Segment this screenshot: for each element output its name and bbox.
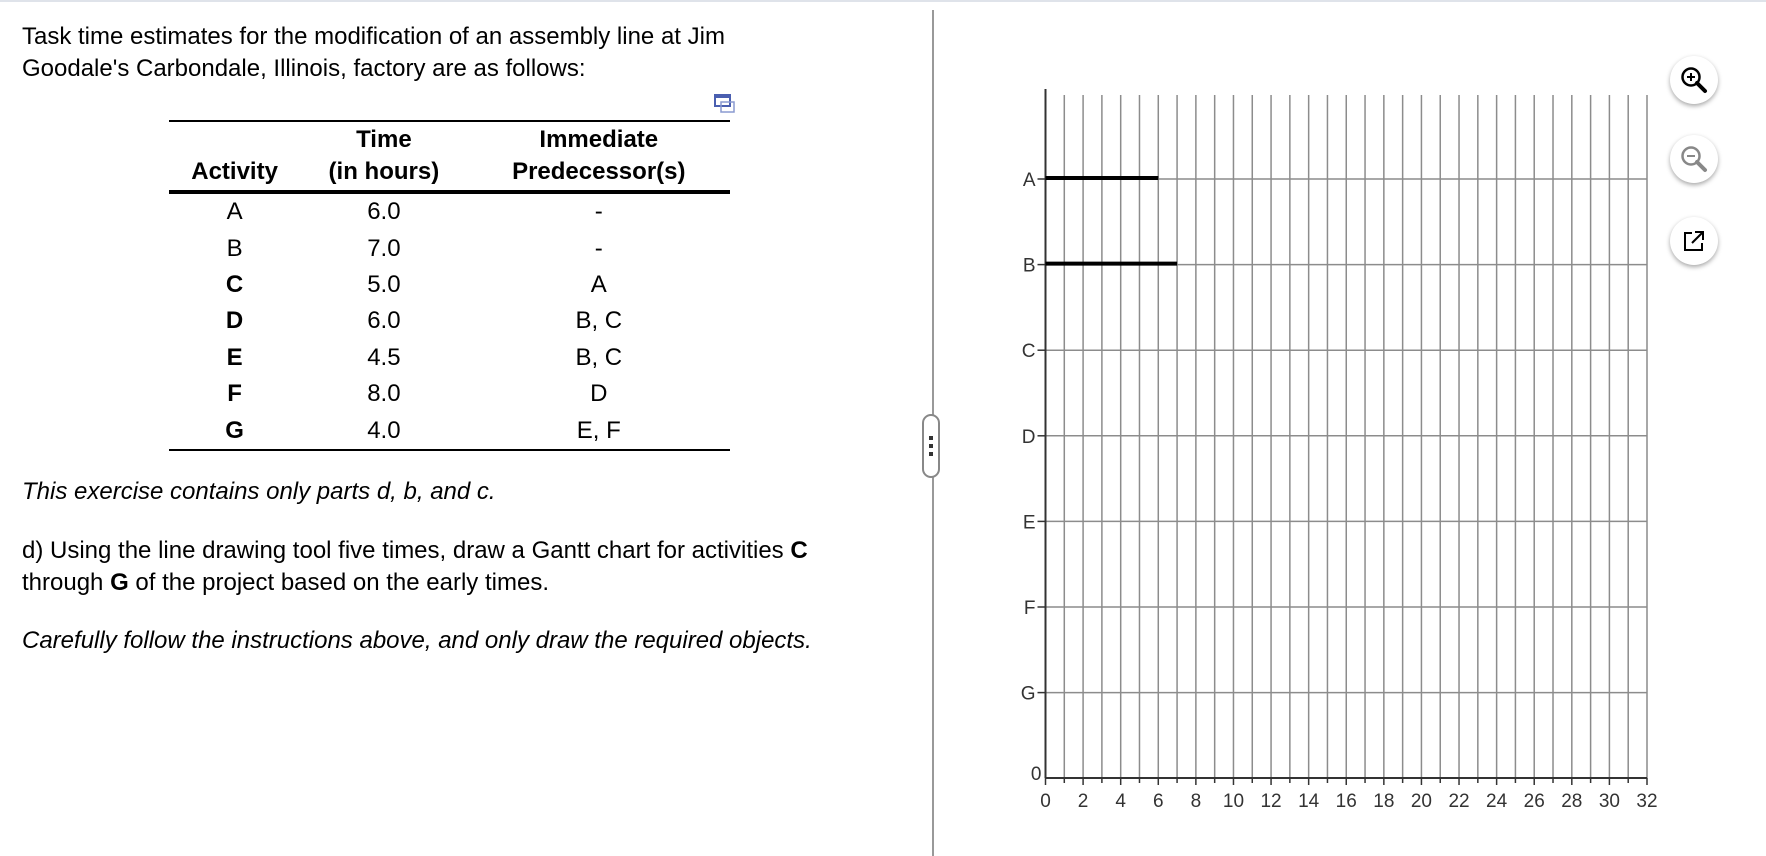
activity-cell: C [225, 270, 244, 298]
x-tick-label: 22 [1448, 791, 1470, 812]
y-tick-label: C [1021, 341, 1036, 363]
x-tick-label: 24 [1486, 791, 1508, 812]
x-tick-label: 12 [1260, 791, 1282, 812]
predecessor-cell: - [594, 198, 603, 226]
predecessor-cell: - [594, 234, 603, 262]
header-time: Time (in hours) [328, 126, 440, 185]
y-tick-label: D [1021, 426, 1036, 448]
y-tick-label: G [1020, 683, 1036, 705]
x-tick-label: 32 [1636, 791, 1658, 812]
zoom-out-button[interactable] [1670, 135, 1718, 183]
x-tick-label: 0 [1040, 791, 1051, 812]
intro-text: Task time estimates for the modification of an assembly line at Jim Goodale's Carbondale, Illinois, factory are as follows: [22, 23, 725, 82]
time-cell: 6.0 [367, 198, 401, 226]
x-tick-label: 28 [1561, 791, 1583, 812]
time-cell: 4.0 [367, 416, 401, 444]
activity-cell: E [226, 343, 243, 371]
question-text: d) Using the line drawing tool five times, draw a Gantt chart for activities C through G of the project based on the early times. [22, 537, 808, 596]
time-cell: 8.0 [367, 380, 401, 408]
zoom-out-icon [1679, 144, 1709, 174]
x-tick-label: 2 [1077, 791, 1089, 812]
time-cell: 6.0 [367, 307, 401, 335]
time-cell: 7.0 [367, 234, 401, 262]
note-text: This exercise contains only parts d, b, and c. [22, 478, 496, 505]
external-link-icon [1681, 228, 1707, 254]
header-activity: Activity [191, 158, 278, 185]
instruction-text: Carefully follow the instructions above, and only draw the required objects. [22, 627, 812, 654]
y-tick-label: 0 [1030, 764, 1042, 785]
time-cell: 4.5 [367, 343, 401, 371]
activity-cell: D [225, 307, 244, 335]
predecessor-cell: D [590, 380, 608, 408]
x-tick-label: 14 [1298, 791, 1320, 812]
x-tick-label: 10 [1222, 791, 1245, 812]
activity-cell: F [227, 380, 242, 408]
x-tick-label: 8 [1190, 791, 1202, 812]
activity-cell: A [226, 198, 243, 226]
popout-button[interactable] [1670, 217, 1718, 265]
zoom-in-button[interactable] [1670, 56, 1718, 104]
activity-cell: B [226, 234, 243, 262]
x-tick-label: 4 [1115, 791, 1126, 812]
predecessor-cell: B, C [575, 307, 623, 335]
y-tick-label: B [1022, 255, 1036, 277]
time-cell: 5.0 [367, 270, 401, 298]
x-tick-label: 16 [1335, 791, 1357, 812]
x-tick-label: 26 [1523, 791, 1545, 812]
y-tick-label: F [1023, 598, 1036, 619]
y-tick-label: A [1022, 170, 1036, 191]
x-tick-label: 6 [1152, 791, 1164, 812]
x-tick-label: 20 [1410, 791, 1433, 812]
zoom-in-icon [1679, 65, 1709, 95]
activity-cell: G [225, 416, 244, 444]
x-tick-label: 18 [1373, 791, 1395, 812]
y-tick-label: E [1022, 512, 1036, 534]
predecessor-cell: A [590, 270, 607, 298]
predecessor-cell: B, C [575, 343, 623, 371]
header-predecessors: Immediate Predecessor(s) [512, 126, 686, 185]
predecessor-cell: E, F [576, 416, 621, 444]
x-tick-label: 30 [1598, 791, 1620, 812]
